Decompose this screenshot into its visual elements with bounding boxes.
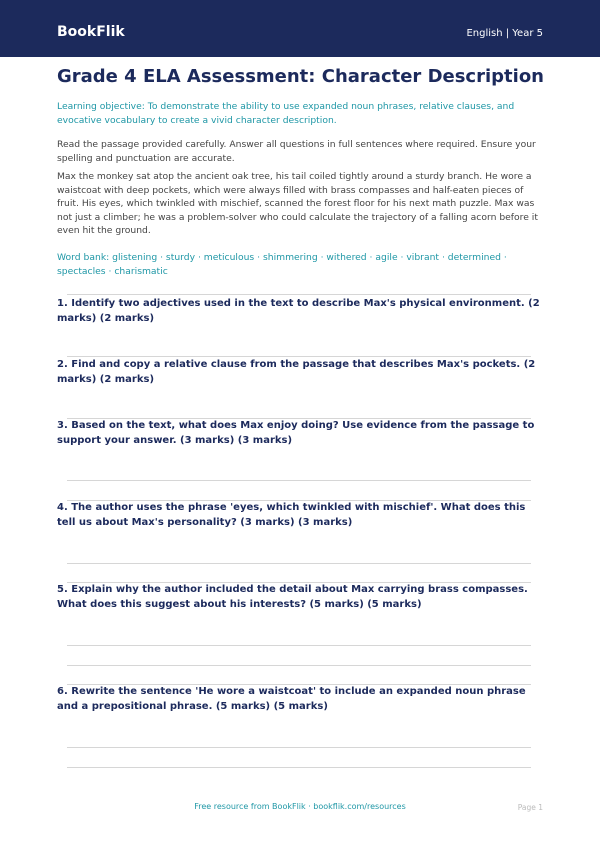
instructions-text: Read the passage provided carefully. Answer all questions in full sentences where required. Ensure your spelling and punctuation are accurate.	[57, 139, 536, 164]
page-number: Page 1	[517, 803, 543, 812]
question-3: 3. Based on the text, what does Max enjoy doing? Use evidence from the passage to support your answer. (3 marks) (3 marks)	[57, 420, 535, 446]
answer-line[interactable]	[67, 665, 531, 666]
footer-source-link[interactable]: Free resource from BookFlik · bookflik.com/resources	[194, 802, 406, 811]
answer-line[interactable]	[67, 480, 531, 481]
reading-passage: Max the monkey sat atop the ancient oak tree, his tail coiled tightly around a sturdy branch. He wore a waistcoat with deep pockets, which were always filled with brass compasses and half-eaten pieces of fruit. His eyes, which twinkled with mischief, scanned the forest floor for his next math puzzle. Max was not just a climber; he was a problem-solver who could calculate the trajectory of a falling acorn before it even hit the ground.	[57, 171, 538, 237]
header-bar	[0, 0, 600, 57]
question-2: 2. Find and copy a relative clause from the passage that describes Max's pockets. (2 marks) (2 marks)	[57, 359, 536, 385]
question-6: 6. Rewrite the sentence 'He wore a waistcoat' to include an expanded noun phrase and a prepositional phrase. (5 marks) (5 marks)	[57, 686, 526, 712]
answer-line[interactable]	[67, 563, 531, 564]
learning-objective: Learning objective: To demonstrate the ability to use expanded noun phrases, relative clauses, and evocative vocabulary to create a vivid character description.	[57, 101, 515, 126]
question-5: 5. Explain why the author included the detail about Max carrying brass compasses. What does this suggest about his interests? (5 marks) (5 marks)	[57, 584, 528, 610]
brand-logo-text[interactable]: BookFlik	[57, 24, 125, 40]
question-1: 1. Identify two adjectives used in the text to describe Max's physical environment. (2 marks) (2 marks)	[57, 298, 540, 324]
answer-line[interactable]	[67, 767, 531, 768]
answer-line[interactable]	[67, 645, 531, 646]
question-4: 4. The author uses the phrase 'eyes, which twinkled with mischief'. What does this tell us about Max's personality? (3 marks) (3 marks)	[57, 502, 526, 528]
word-bank: Word bank: glistening · sturdy · meticulous · shimmering · withered · agile · vibrant · determined · spectacles · charismatic	[57, 252, 507, 277]
question-divider	[67, 294, 531, 295]
subject-label: English | Year 5	[466, 28, 543, 39]
page-title: Grade 4 ELA Assessment: Character Description	[57, 66, 544, 87]
answer-line[interactable]	[67, 747, 531, 748]
